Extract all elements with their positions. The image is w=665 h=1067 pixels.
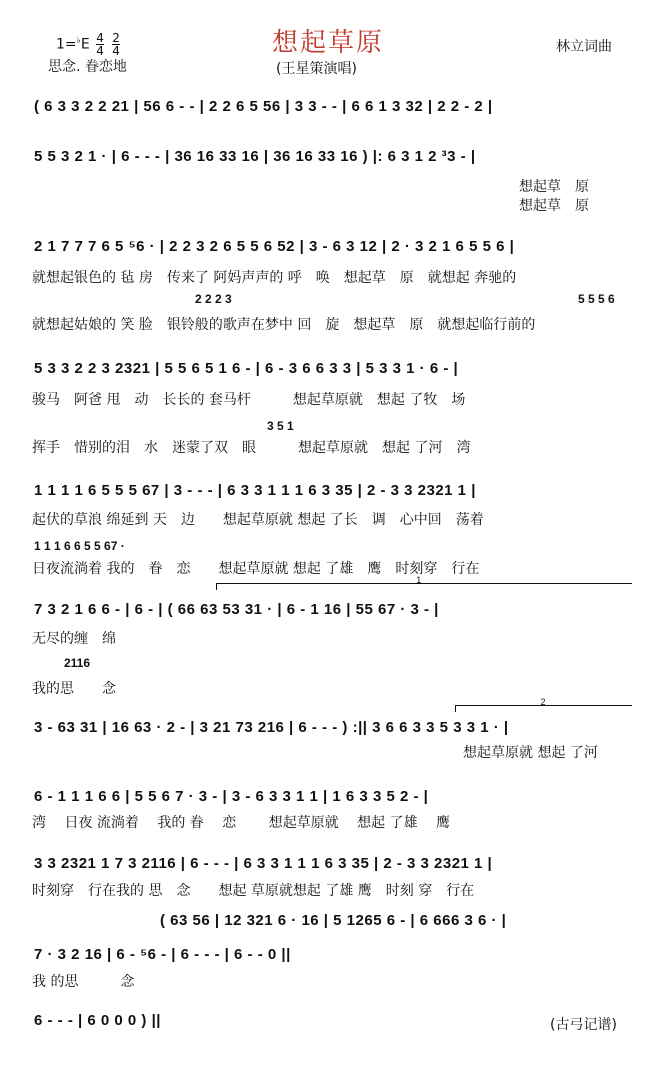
variant-notes-4: 3 5 1	[267, 419, 294, 433]
variant-notes-3a: 2 2 2 3	[195, 292, 232, 306]
notation-credit: (古弓记谱)	[550, 1017, 617, 1033]
notation-line-3: 2 1 7 7 7 6 5 ⁵6 · | 2 2 3 2 6 5 5 6 52 | 3 - 6 3 12 | 2 · 3 2 1 6 5 5 6 |	[34, 238, 515, 255]
time-signature-2: $\frac{2}{4}$	[112, 31, 120, 58]
lyric-line-4a: 骏马 阿爸 甩 动 长长的 套马杆 想起草原就 想起 了牧 场	[32, 392, 466, 408]
key-note: E	[80, 36, 90, 53]
lyric-line-5: 起伏的草浪 绵延到 天 边 想起草原就 想起 了长 调 心中回 荡着	[32, 512, 484, 528]
lyric-line-8: 我的思 念	[32, 681, 116, 697]
time-signature-1: $\frac{4}{4}$	[96, 31, 104, 58]
notation-line-11: 3 3 2321 1 7 3 2116 | 6 - - - | 6 3 3 1 1 1 6 3 35 | 2 - 3 3 2321 1 |	[34, 855, 493, 872]
variant-notes-3b: 5 5 5 6	[578, 292, 615, 306]
notation-line-8: 2116	[64, 656, 91, 670]
notation-line-6: 1 1 1 6 6 5 5 67 ·	[34, 539, 125, 553]
notation-line-5: 1 1 1 1 6 5 5 5 67 | 3 - - - | 6 3 3 1 1 1 6 3 35 | 2 - 3 3 2321 1 |	[34, 482, 476, 499]
lyric-line-6: 日夜流淌着 我的 眷 恋 想起草原就 想起 了雄 鹰 时刻穿 行在	[32, 561, 480, 577]
lyric-line-2a: 想起草 原	[519, 179, 589, 195]
notation-line-2: 5 5 3 2 1 · | 6 - - - | 36 16 33 16 | 36 16 33 16 ) |: 6 3 1 2 ³3 - |	[34, 148, 476, 165]
mood-marking: 思念. 眷恋地	[48, 59, 127, 75]
lyric-line-10: 湾 日夜 流淌着 我的 眷 恋 想起草原就 想起 了雄 鹰	[32, 815, 451, 831]
lyric-line-11: 时刻穿 行在我的 思 念 想起 草原就想起 了雄 鹰 时刻 穿 行在	[32, 883, 475, 899]
key-signature	[56, 32, 122, 57]
notation-line-13: 7 · 3 2 16 | 6 - ⁵6 - | 6 - - - | 6 - - 0 ||	[34, 946, 291, 963]
lyric-line-7: 无尽的缠 绵	[32, 631, 116, 647]
composer-credit: 林立词曲	[556, 39, 612, 55]
lyric-line-13: 我 的思 念	[32, 974, 135, 990]
lyric-line-4b: 挥手 惜别的泪 水 迷蒙了双 眼 想起草原就 想起 了河 湾	[32, 440, 471, 456]
volta-bracket-1: 1	[216, 583, 632, 590]
notation-line-1: ( 6 3 3 2 2 21 | 56 6 - - | 2 2 6 5 56 | 3 3 - - | 6 6 1 3 32 | 2 2 - 2 |	[34, 98, 493, 115]
lyric-line-3a: 就想起银色的 毡 房 传来了 阿妈声声的 呼 唤 想起草 原 就想起 奔驰的	[32, 270, 517, 286]
notation-line-10: 6 - 1 1 1 6 6 | 5 5 6 7 · 3 - | 3 - 6 3 3 1 1 | 1 6 3 3 5 2 - |	[34, 788, 429, 805]
notation-line-4: 5 3 3 2 2 3 2321 | 5 5 6 5 1 6 - | 6 - 3 6 6 3 3 | 5 3 3 1 · 6 - |	[34, 360, 459, 377]
volta-bracket-2: 2	[455, 705, 632, 712]
key-prefix: 1=	[56, 36, 77, 53]
singer-credit: (王星策演唱)	[276, 61, 357, 77]
notation-line-9: 3 - 63 31 | 16 63 · 2 - | 3 21 73 216 | 6 - - - ) :|| 3 6 6 3 3 5 3 3 1 · |	[34, 719, 509, 736]
lyric-line-2b: 想起草 原	[519, 198, 589, 214]
notation-line-7: 7 3 2 1 6 6 - | 6 - | ( 66 63 53 31 · | 6 - 1 16 | 55 67 · 3 - |	[34, 601, 439, 618]
song-title: 想起草原	[272, 28, 385, 58]
lyric-line-3b: 就想起姑娘的 笑 脸 银铃般的歌声在梦中 回 旋 想起草 原 就想起临行前的	[32, 317, 536, 333]
key-flat: ♭	[76, 35, 81, 46]
notation-line-14: 6 - - - | 6 0 0 0 ) ||	[34, 1012, 161, 1029]
notation-line-12: ( 63 56 | 12 321 6 · 16 | 5 1265 6 - | 6 666 3 6 · |	[160, 912, 507, 929]
lyric-line-9: 想起草原就 想起 了河	[463, 745, 598, 761]
